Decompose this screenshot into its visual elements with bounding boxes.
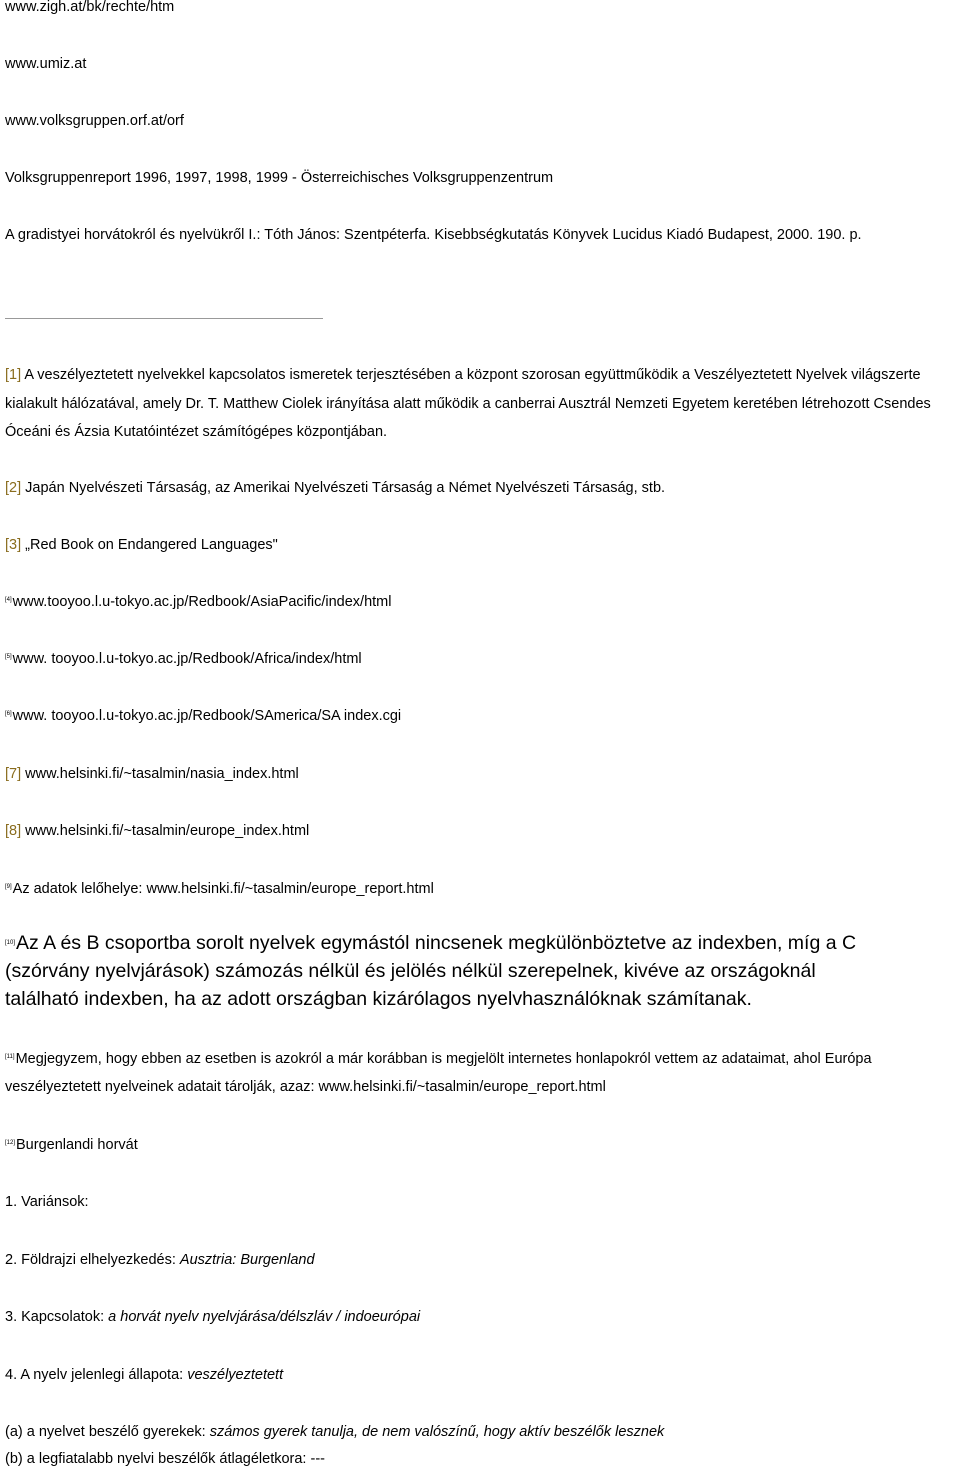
youngest-speakers-row: (b) a legfiatalabb nyelvi beszélők átlagéletkora: --- <box>5 1451 325 1467</box>
footnote-11-line-1: [11]Megjegyzem, hogy ebben az esetben is azokról a már korábban is megjelölt internetes honlapokról vettem az adataimat, ahol Európa <box>5 1051 872 1067</box>
footnote-12: [12]Burgenlandi horvát <box>5 1137 138 1153</box>
footnote-ref-2[interactable]: [2] <box>5 480 22 496</box>
status-row: 4. A nyelv jelenlegi állapota: veszélyeztetett <box>5 1367 284 1383</box>
reference-entry: Volksgruppenreport 1996, 1997, 1998, 1999 - Österreichisches Volksgruppenzentrum <box>5 170 554 186</box>
footnote-10-line-2: (szórvány nyelvjárások) számozás nélkül és jelölés nélkül szerepelnek, kivéve az országoknál <box>5 960 816 982</box>
footnote-6: [6]www. tooyoo.l.u-tokyo.ac.jp/Redbook/SAmerica/SA index.cgi <box>5 708 402 724</box>
geo-row: 2. Földrajzi elhelyezkedés: Ausztria: Burgenland <box>5 1252 315 1268</box>
variants-label: 1. Variánsok: <box>5 1194 89 1210</box>
footnote-ref-10[interactable]: [10] <box>5 940 16 946</box>
relations-row: 3. Kapcsolatok: a horvát nyelv nyelvjárása/délszláv / indoeurópai <box>5 1309 421 1325</box>
footnote-ref-11[interactable]: [11] <box>5 1054 15 1060</box>
footnote-ref-7[interactable]: [7] <box>5 766 22 782</box>
footnote-ref-4[interactable]: [4] <box>5 597 12 603</box>
reference-entry: A gradistyei horvátokról és nyelvükről I.: Tóth János: Szentpéterfa. Kisebbségkutatás Könyvek Lucidus Kiadó Budapest, 2000. 190. p. <box>5 227 862 243</box>
footnote-ref-1[interactable]: [1] <box>5 367 22 383</box>
footnote-separator <box>5 318 323 319</box>
footnote-3: [3] „Red Book on Endangered Languages" <box>5 537 278 553</box>
footnote-8: [8] www.helsinki.fi/~tasalmin/europe_index.html <box>5 823 310 839</box>
footnote-10-line-1: [10]Az A és B csoportba sorolt nyelvek egymástól nincsenek megkülönböztetve az indexben, míg a C <box>5 932 857 954</box>
footnote-7: [7] www.helsinki.fi/~tasalmin/nasia_index.html <box>5 766 299 782</box>
footnote-10-line-3: található indexben, ha az adott országban kizárólagos nyelvhasználóknak számítanak. <box>5 988 752 1010</box>
geo-value: Ausztria: Burgenland <box>179 1252 315 1268</box>
children-speakers-value: számos gyerek tanulja, de nem valószínű, hogy aktív beszélők lesznek <box>209 1424 665 1440</box>
status-value: veszélyeztetett <box>187 1367 284 1383</box>
footnote-5: [5]www. tooyoo.l.u-tokyo.ac.jp/Redbook/Africa/index/html <box>5 651 362 667</box>
footnote-ref-5[interactable]: [5] <box>5 654 12 660</box>
footnote-1-line-3: Óceáni és Ázsia Kutatóintézet számítógépes központjában. <box>5 424 388 440</box>
reference-link[interactable]: www.zigh.at/bk/rechte/htm <box>5 0 175 15</box>
footnote-ref-6[interactable]: [6] <box>5 711 12 717</box>
youngest-speakers-value: --- <box>310 1451 325 1467</box>
children-speakers-row: (a) a nyelvet beszélő gyerekek: számos gyerek tanulja, de nem valószínű, hogy aktív beszélők lesznek <box>5 1424 665 1440</box>
footnote-4: [4]www.tooyoo.l.u-tokyo.ac.jp/Redbook/AsiaPacific/index/html <box>5 594 392 610</box>
footnote-1-line-1: [1] A veszélyeztetett nyelvekkel kapcsolatos ismeretek terjesztésében a központ szorosan együttműködik a Veszélyeztetett Nyelvek világszerte <box>5 367 921 383</box>
footnote-1-line-2: kialakult hálózatával, amely Dr. T. Matthew Ciolek irányítása alatt működik a canberrai Ausztrál Nemzeti Egyetem keretében létrehozott Csendes <box>5 396 931 412</box>
footnote-11-line-2: veszélyeztetett nyelveinek adatait tárolják, azaz: www.helsinki.fi/~tasalmin/europe_report.html <box>5 1079 606 1095</box>
footnote-9: [9]Az adatok lelőhelye: www.helsinki.fi/~tasalmin/europe_report.html <box>5 881 434 897</box>
footnote-ref-3[interactable]: [3] <box>5 537 22 553</box>
relations-value: a horvát nyelv nyelvjárása/délszláv / indoeurópai <box>108 1309 421 1325</box>
footnote-ref-12[interactable]: [12] <box>5 1140 16 1146</box>
footnote-2: [2] Japán Nyelvészeti Társaság, az Amerikai Nyelvészeti Társaság a Német Nyelvészeti Társaság, stb. <box>5 480 666 496</box>
footnote-ref-8[interactable]: [8] <box>5 823 22 839</box>
footnote-ref-9[interactable]: [9] <box>5 884 12 890</box>
reference-link[interactable]: www.umiz.at <box>5 56 87 72</box>
reference-link[interactable]: www.volksgruppen.orf.at/orf <box>5 113 184 129</box>
